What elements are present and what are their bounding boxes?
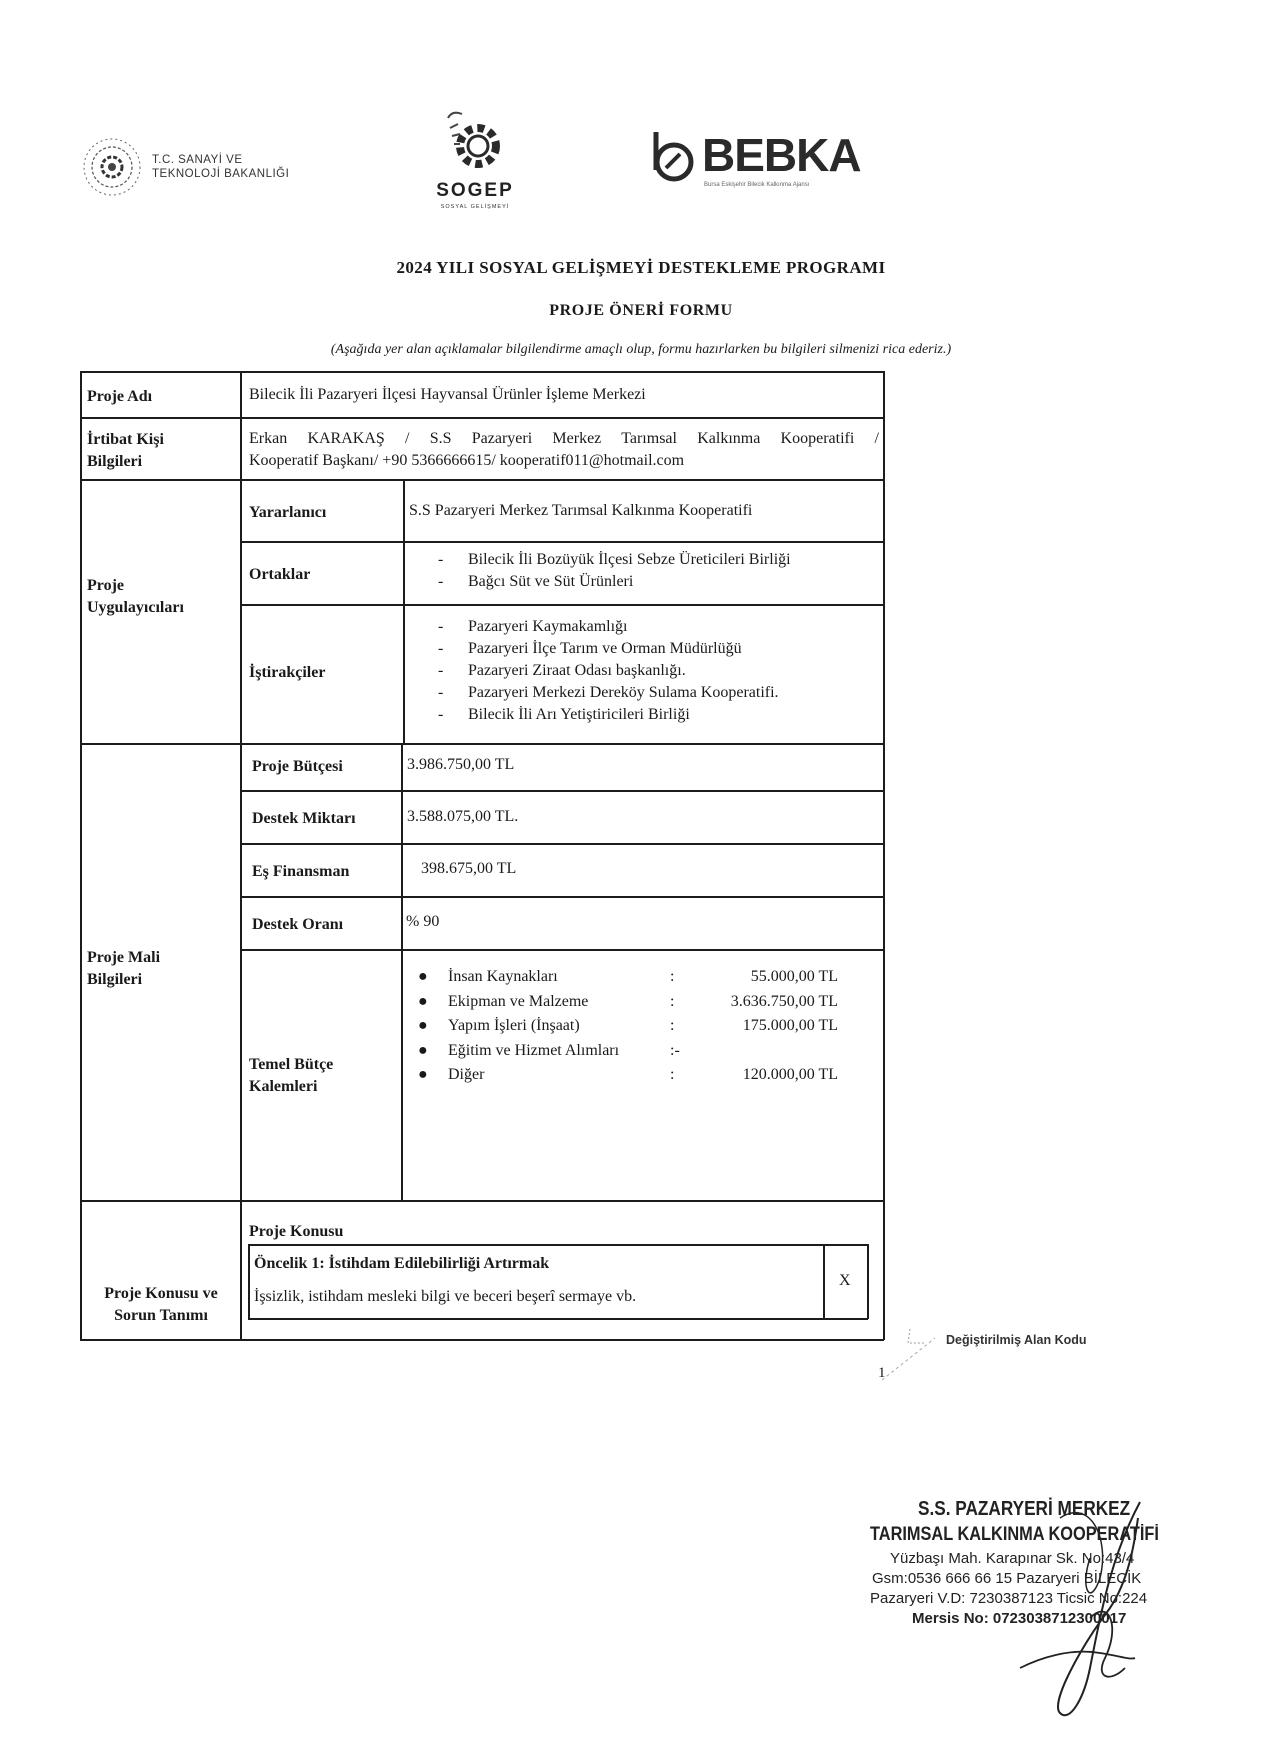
- budget-label: Proje Bütçesi: [252, 758, 343, 775]
- row-divider: [242, 790, 884, 792]
- stamp-line5: Pazaryeri V.D: 7230387123 Ticsic No:224: [870, 1590, 1148, 1607]
- row-divider: [242, 896, 884, 898]
- list-item: [418, 990, 838, 1015]
- table-border: [80, 1339, 884, 1341]
- implementers-label-line2: Uygulayıcıları: [87, 599, 184, 616]
- table-border: [80, 371, 82, 1340]
- project-name-value: Bilecik İli Pazaryeri İlçesi Hayvansal Ürünler İşleme Merkezi: [249, 386, 646, 403]
- table-border: [883, 371, 885, 1340]
- annotation-connector-icon: [880, 1334, 940, 1384]
- budget-item-name: Eğitim ve Hizmet Alımları: [448, 1041, 620, 1059]
- row-divider: [80, 417, 884, 419]
- row-divider: [242, 541, 884, 543]
- bullet-icon: ●: [418, 968, 428, 985]
- finance-label-line1: Proje Mali: [87, 949, 161, 966]
- project-name-label: Proje Adı: [87, 388, 153, 405]
- budget-item-name: Yapım İşleri (İnşaat): [448, 1017, 580, 1034]
- budget-item-value: 120.000,00 TL: [742, 1066, 838, 1083]
- list-item: [418, 1039, 838, 1064]
- row-divider: [80, 743, 884, 745]
- stamp-line2: TARIMSAL KALKINMA KOOPERATİFİ: [870, 1524, 1159, 1545]
- participants-label: İştirakçiler: [249, 664, 326, 681]
- row-divider: [80, 1200, 884, 1202]
- budget-item-name: Ekipman ve Malzeme: [448, 992, 589, 1010]
- budget-items-label: [249, 1054, 333, 1098]
- budget-value: 3.986.750,00 TL: [407, 756, 515, 773]
- table-border: [80, 371, 884, 373]
- inner-box-border: [248, 1244, 250, 1319]
- subject-label-line1: Proje Konusu ve: [104, 1285, 218, 1302]
- rate-value: % 90: [406, 913, 440, 930]
- rate-label: Destek Oranı: [252, 916, 344, 933]
- finance-label: [87, 947, 160, 991]
- support-label: Destek Miktarı: [252, 810, 356, 827]
- budget-items-label-line1: Temel Bütçe: [249, 1056, 334, 1073]
- budget-item-value: 55.000,00 TL: [750, 968, 838, 985]
- row-divider: [242, 604, 884, 606]
- priority-text: Öncelik 1: İstihdam Edilebilirliği Artırmak: [254, 1255, 550, 1272]
- stamp-line6: Mersis No: 0723038712300017: [912, 1610, 1127, 1627]
- list-item: - Pazaryeri Ziraat Odası başkanlığı.: [438, 660, 779, 682]
- budget-item-name: Diğer: [448, 1066, 485, 1083]
- contact-label-line2: Bilgileri: [87, 453, 143, 470]
- beneficiary-value: S.S Pazaryeri Merkez Tarımsal Kalkınma Kooperatifi: [409, 502, 753, 519]
- subject-label-line2: Sorun Tanımı: [114, 1307, 208, 1324]
- column-divider: [240, 371, 242, 1340]
- list-item: [418, 1063, 838, 1088]
- bebka-name: BEBKA: [702, 129, 861, 181]
- contact-value: [249, 428, 879, 472]
- contact-value-line2: Kooperatif Başkanı/ +90 5366666615/ kooperatif011@hotmail.com: [249, 452, 685, 469]
- budget-item-separator: :: [670, 1066, 675, 1083]
- cooperative-stamp: [850, 1498, 1180, 1728]
- page-mark: 1: [878, 1365, 886, 1381]
- row-divider: [242, 843, 884, 845]
- inner-box-border: [823, 1244, 825, 1319]
- partners-label: Ortaklar: [249, 566, 311, 583]
- priority-mark: X: [839, 1272, 851, 1289]
- subject-label: [84, 1283, 238, 1327]
- ministry-name-line1: T.C. SANAYİ VE: [152, 154, 243, 166]
- cofinance-label: Eş Finansman: [252, 863, 350, 880]
- budget-item-separator: :-: [670, 1041, 680, 1059]
- support-value: 3.588.075,00 TL.: [407, 808, 519, 825]
- priority-description: İşsizlik, istihdam mesleki bilgi ve beceri beşerî sermaye vb.: [254, 1288, 637, 1305]
- partners-list: [438, 549, 791, 593]
- inner-box-border: [248, 1244, 868, 1246]
- list-item: - Pazaryeri Kaymakamlığı: [438, 616, 779, 638]
- bullet-icon: ●: [418, 1066, 428, 1083]
- ministry-name-line2: TEKNOLOJİ BAKANLIĞI: [152, 168, 290, 180]
- row-divider: [80, 479, 884, 481]
- finance-label-line2: Bilgileri: [87, 971, 143, 988]
- column-divider: [401, 743, 403, 1200]
- column-divider: [403, 479, 405, 743]
- contact-value-line1: Erkan KARAKAŞ / S.S Pazaryeri Merkez Tarımsal Kalkınma Kooperatifi /: [249, 430, 879, 447]
- changed-field-label: Değiştirilmiş Alan Kodu: [946, 1333, 1087, 1347]
- list-item: - Bilecik İli Arı Yetiştiricileri Birliği: [438, 704, 779, 726]
- bullet-icon: ●: [418, 1017, 428, 1034]
- list-item: - Pazaryeri Merkezi Dereköy Sulama Kooperatifi.: [438, 682, 779, 704]
- contact-label: [87, 429, 164, 473]
- budget-item-separator: :: [670, 968, 675, 985]
- sogep-subtitle: SOSYAL GELİŞMEYİ: [440, 204, 510, 210]
- signature-icon: [960, 1498, 1180, 1728]
- stamp-line3: Yüzbaşı Mah. Karapınar Sk. No:43/4: [890, 1550, 1135, 1567]
- list-item: - Bağcı Süt ve Süt Ürünleri: [438, 571, 791, 593]
- budget-item-separator: :: [670, 992, 675, 1010]
- budget-item-separator: :: [670, 1017, 675, 1034]
- list-item: [418, 965, 838, 990]
- inner-box-border: [248, 1318, 868, 1320]
- stamp-line1: S.S. PAZARYERİ MERKEZ: [918, 1498, 1131, 1520]
- beneficiary-label: Yararlanıcı: [249, 504, 327, 521]
- budget-items-list: [418, 965, 838, 1088]
- cofinance-value: 398.675,00 TL: [421, 860, 517, 877]
- sogep-name: SOGEP: [436, 180, 514, 201]
- instruction-note: (Aşağıda yer alan açıklamalar bilgilendirme amaçlı olup, formu hazırlarken bu bilgileri silmenizi rica ederiz.): [330, 342, 952, 357]
- budget-item-value: [688, 1039, 838, 1064]
- contact-label-line1: İrtibat Kişi: [87, 431, 164, 448]
- list-item: [418, 1014, 838, 1039]
- inner-box-border: [867, 1244, 869, 1319]
- budget-item-value: 3.636.750,00 TL: [730, 992, 838, 1010]
- list-item: - Bilecik İli Bozüyük İlçesi Sebze Üreticileri Birliği: [438, 549, 791, 571]
- implementers-label: [87, 575, 184, 619]
- bullet-icon: ●: [418, 992, 428, 1010]
- budget-item-value: 175.000,00 TL: [742, 1017, 838, 1034]
- row-divider: [242, 949, 884, 951]
- subject-heading: Proje Konusu: [249, 1223, 344, 1240]
- budget-item-name: İnsan Kaynakları: [448, 968, 558, 985]
- bebka-subtitle: Bursa Eskişehir Bilecik Kalkınma Ajansı: [704, 182, 810, 188]
- program-title: 2024 YILI SOSYAL GELİŞMEYİ DESTEKLEME PROGRAMI: [396, 258, 886, 277]
- implementers-label-line1: Proje: [87, 577, 125, 594]
- bullet-icon: ●: [418, 1041, 428, 1059]
- form-title: PROJE ÖNERİ FORMU: [549, 302, 733, 319]
- stamp-line4: Gsm:0536 666 66 15 Pazaryeri BİLECİK: [872, 1570, 1142, 1587]
- budget-items-label-line2: Kalemleri: [249, 1078, 318, 1095]
- participants-list: [438, 616, 779, 726]
- list-item: - Pazaryeri İlçe Tarım ve Orman Müdürlüğü: [438, 638, 779, 660]
